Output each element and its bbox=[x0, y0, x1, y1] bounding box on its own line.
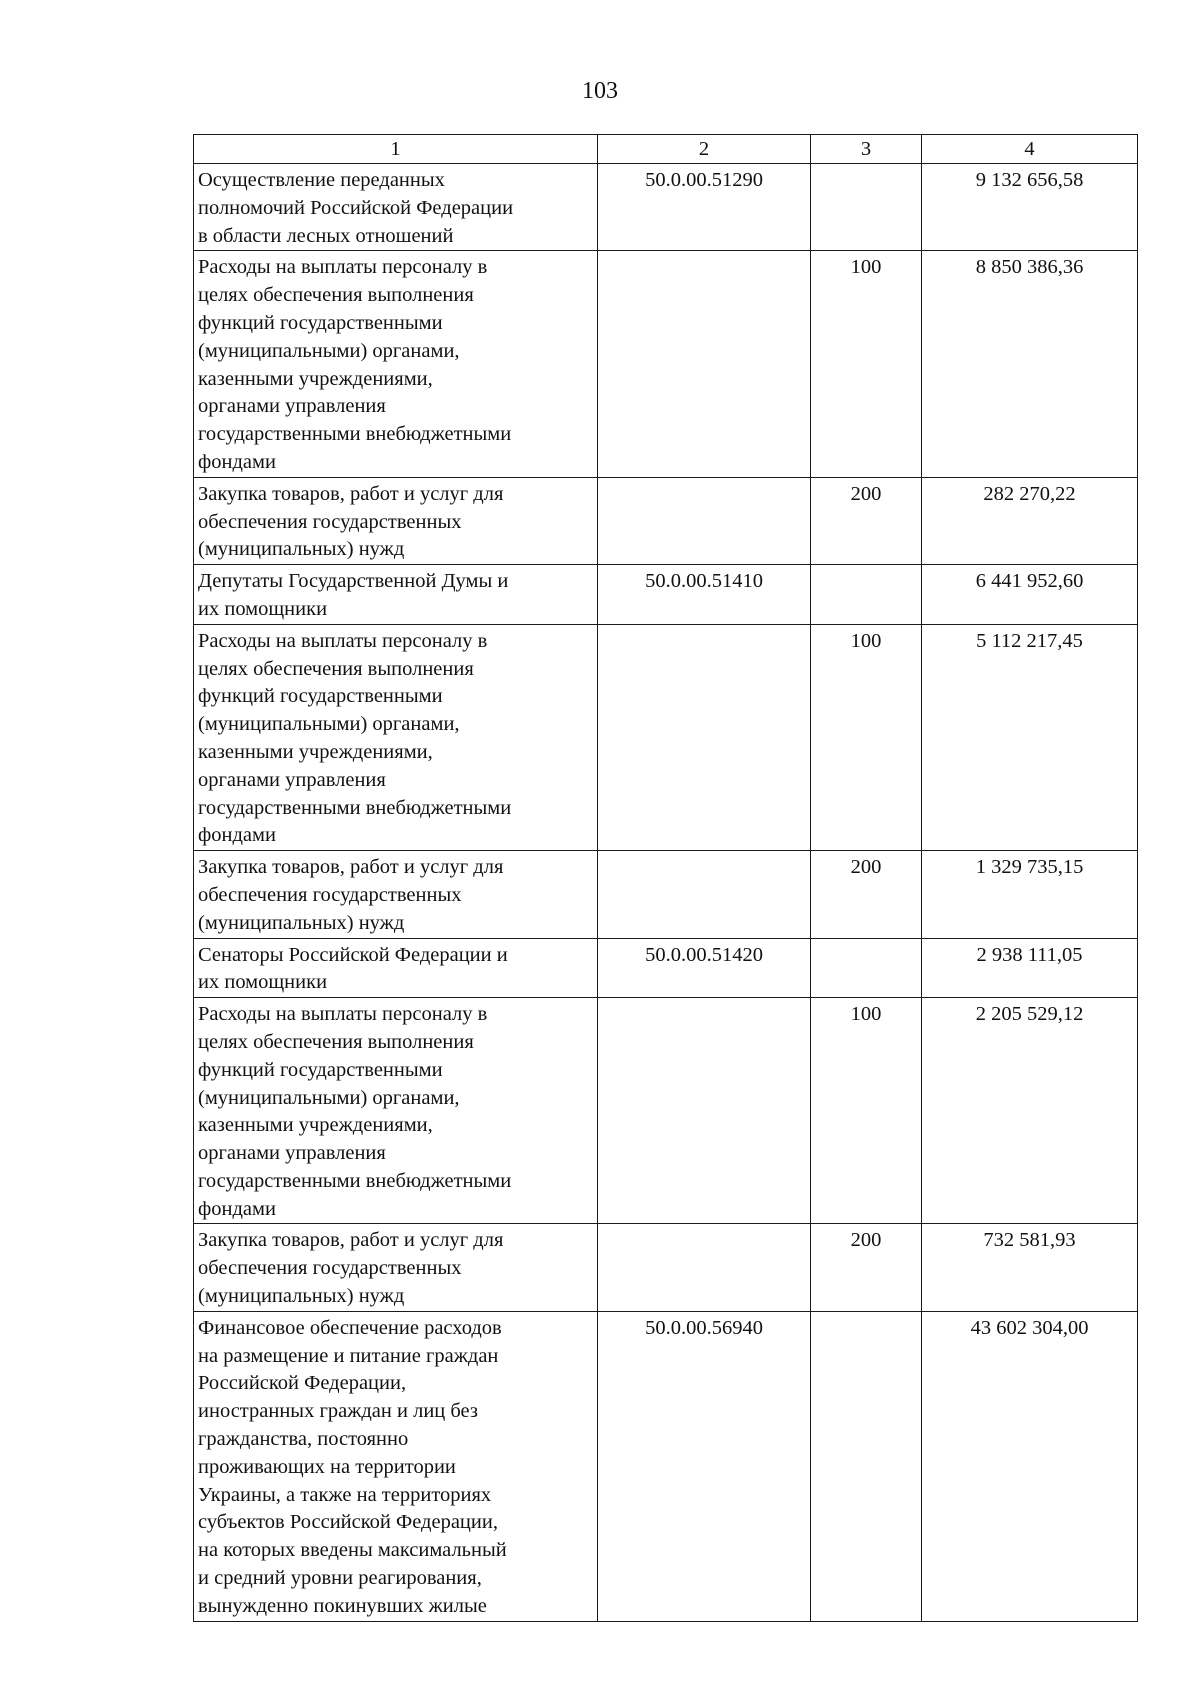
cell-amount: 2 205 529,12 bbox=[922, 998, 1138, 1224]
description-line: субъектов Российской Федерации, bbox=[198, 1511, 498, 1534]
cell-amount: 6 441 952,60 bbox=[922, 565, 1138, 625]
description-line: Украины, а также на территориях bbox=[198, 1483, 492, 1506]
description-line: Расходы на выплаты персоналу в bbox=[198, 1003, 488, 1026]
description-line: функций государственными bbox=[198, 311, 443, 334]
description-line: казенными учреждениями, bbox=[198, 1114, 433, 1137]
description-line: Сенаторы Российской Федерации и bbox=[198, 943, 508, 966]
description-line: казенными учреждениями, bbox=[198, 367, 433, 390]
description-line: фондами bbox=[198, 824, 276, 847]
description-line: Закупка товаров, работ и услуг для bbox=[198, 482, 504, 505]
table-body bbox=[194, 164, 1138, 1622]
description-line: и средний уровни реагирования, bbox=[198, 1567, 482, 1590]
description-line: (муниципальных) нужд bbox=[198, 1285, 405, 1308]
description-line: на размещение и питание граждан bbox=[198, 1344, 499, 1367]
description-line: вынужденно покинувших жилые bbox=[198, 1594, 487, 1617]
description-line: казенными учреждениями, bbox=[198, 740, 433, 763]
description-line: Закупка товаров, работ и услуг для bbox=[198, 856, 504, 879]
cell-expense-type bbox=[811, 938, 922, 998]
description-line: их помощники bbox=[198, 597, 328, 620]
cell-target-article: 50.0.00.51290 bbox=[598, 164, 811, 251]
budget-table bbox=[193, 134, 1138, 1622]
description-line: органами управления bbox=[198, 1142, 386, 1165]
description-line: полномочий Российской Федерации bbox=[198, 196, 514, 219]
cell-expense-type: 100 bbox=[811, 624, 922, 850]
description-line: Финансовое обеспечение расходов bbox=[198, 1316, 502, 1339]
cell-description bbox=[194, 477, 598, 564]
cell-description bbox=[194, 565, 598, 625]
cell-target-article: 50.0.00.56940 bbox=[598, 1311, 811, 1621]
description-line: целях обеспечения выполнения bbox=[198, 1030, 474, 1053]
cell-target-article: 50.0.00.51410 bbox=[598, 565, 811, 625]
description-line: Депутаты Государственной Думы и bbox=[198, 570, 509, 593]
table-row bbox=[194, 565, 1138, 625]
description-line: функций государственными bbox=[198, 685, 443, 708]
cell-expense-type: 200 bbox=[811, 1224, 922, 1311]
description-line: (муниципальными) органами, bbox=[198, 1086, 460, 1109]
cell-amount: 5 112 217,45 bbox=[922, 624, 1138, 850]
description-line: в области лесных отношений bbox=[198, 224, 454, 247]
description-line: государственными внебюджетными bbox=[198, 423, 512, 446]
cell-description bbox=[194, 624, 598, 850]
description-line: фондами bbox=[198, 1197, 276, 1220]
cell-description bbox=[194, 998, 598, 1224]
description-line: органами управления bbox=[198, 768, 386, 791]
description-line: (муниципальными) органами, bbox=[198, 339, 460, 362]
cell-description bbox=[194, 1311, 598, 1621]
cell-target-article bbox=[598, 624, 811, 850]
cell-description bbox=[194, 851, 598, 938]
table-row bbox=[194, 164, 1138, 251]
cell-target-article bbox=[598, 477, 811, 564]
table-row bbox=[194, 251, 1138, 477]
table-row bbox=[194, 624, 1138, 850]
cell-amount: 43 602 304,00 bbox=[922, 1311, 1138, 1621]
description-line: Закупка товаров, работ и услуг для bbox=[198, 1229, 504, 1252]
description-line: (муниципальными) органами, bbox=[198, 713, 460, 736]
cell-expense-type: 100 bbox=[811, 998, 922, 1224]
description-line: государственными внебюджетными bbox=[198, 1169, 512, 1192]
cell-description bbox=[194, 938, 598, 998]
cell-target-article bbox=[598, 998, 811, 1224]
description-line: функций государственными bbox=[198, 1058, 443, 1081]
description-line: целях обеспечения выполнения bbox=[198, 284, 474, 307]
description-line: их помощники bbox=[198, 971, 328, 994]
cell-amount: 9 132 656,58 bbox=[922, 164, 1138, 251]
description-line: обеспечения государственных bbox=[198, 883, 462, 906]
description-line: Российской Федерации, bbox=[198, 1372, 407, 1395]
column-header-1: 1 bbox=[194, 135, 598, 164]
column-header-4: 4 bbox=[922, 135, 1138, 164]
table-row bbox=[194, 1224, 1138, 1311]
cell-description bbox=[194, 251, 598, 477]
cell-target-article bbox=[598, 251, 811, 477]
header-row bbox=[194, 135, 1138, 164]
cell-amount: 2 938 111,05 bbox=[922, 938, 1138, 998]
description-line: целях обеспечения выполнения bbox=[198, 657, 474, 680]
description-line: Осуществление переданных bbox=[198, 169, 445, 191]
column-header-2: 2 bbox=[598, 135, 811, 164]
cell-description bbox=[194, 164, 598, 251]
cell-target-article: 50.0.00.51420 bbox=[598, 938, 811, 998]
cell-expense-type: 200 bbox=[811, 851, 922, 938]
cell-amount: 1 329 735,15 bbox=[922, 851, 1138, 938]
description-line: обеспечения государственных bbox=[198, 1257, 462, 1280]
cell-target-article bbox=[598, 851, 811, 938]
description-line: гражданства, постоянно bbox=[198, 1428, 409, 1451]
column-header-3: 3 bbox=[811, 135, 922, 164]
description-line: проживающих на территории bbox=[198, 1455, 456, 1478]
description-line: фондами bbox=[198, 450, 276, 473]
description-line: государственными внебюджетными bbox=[198, 796, 512, 819]
table-row bbox=[194, 851, 1138, 938]
description-line: Расходы на выплаты персоналу в bbox=[198, 629, 488, 652]
cell-expense-type bbox=[811, 164, 922, 251]
page-number: 103 bbox=[582, 78, 618, 104]
table-row bbox=[194, 998, 1138, 1224]
description-line: Расходы на выплаты персоналу в bbox=[198, 256, 488, 279]
cell-amount: 8 850 386,36 bbox=[922, 251, 1138, 477]
table-row bbox=[194, 938, 1138, 998]
description-line: обеспечения государственных bbox=[198, 510, 462, 533]
description-line: (муниципальных) нужд bbox=[198, 911, 405, 934]
cell-expense-type bbox=[811, 1311, 922, 1621]
cell-expense-type: 100 bbox=[811, 251, 922, 477]
table-row bbox=[194, 477, 1138, 564]
cell-expense-type: 200 bbox=[811, 477, 922, 564]
description-line: (муниципальных) нужд bbox=[198, 538, 405, 561]
cell-amount: 732 581,93 bbox=[922, 1224, 1138, 1311]
cell-amount: 282 270,22 bbox=[922, 477, 1138, 564]
description-line: органами управления bbox=[198, 395, 386, 418]
description-line: иностранных граждан и лиц без bbox=[198, 1400, 478, 1423]
cell-target-article bbox=[598, 1224, 811, 1311]
table-row bbox=[194, 1311, 1138, 1621]
description-line: на которых введены максимальный bbox=[198, 1539, 507, 1562]
cell-description bbox=[194, 1224, 598, 1311]
cell-expense-type bbox=[811, 565, 922, 625]
